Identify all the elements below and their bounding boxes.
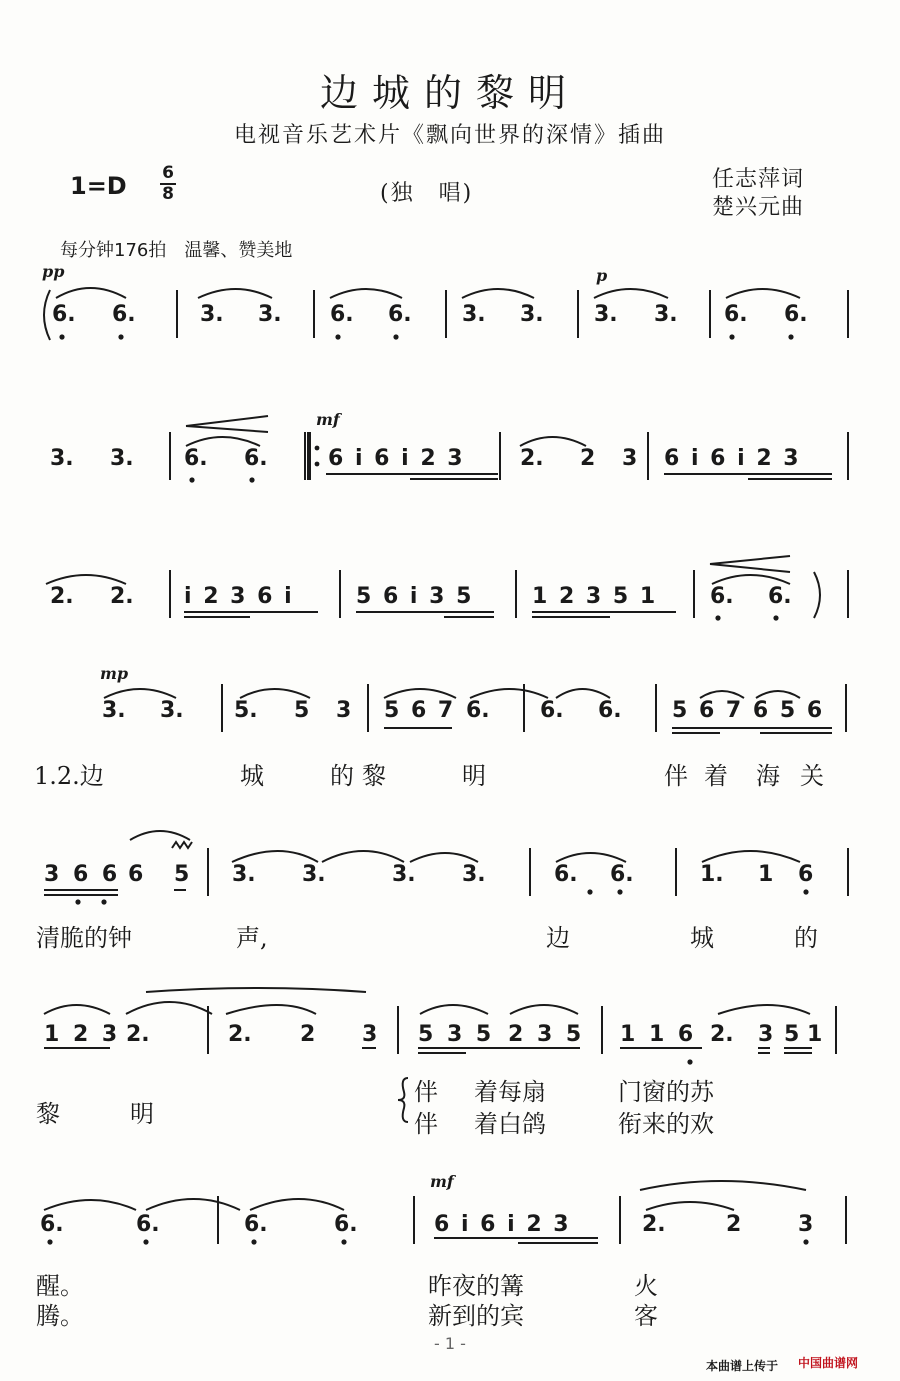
note: 6.: [598, 698, 622, 723]
note: 5 1: [784, 1022, 823, 1047]
note: 3: [362, 1022, 378, 1047]
note: 6: [128, 862, 144, 887]
note-group: 5 6 i 3 5: [356, 584, 474, 609]
note: 6.: [554, 862, 578, 887]
lyric: 昨夜的篝: [428, 1272, 524, 1300]
note: 6.: [610, 862, 634, 887]
note: 6: [798, 862, 814, 887]
note: 3: [622, 446, 638, 471]
note: 5.: [234, 698, 258, 723]
note: 3.: [102, 698, 126, 723]
note-group: 5 6 7: [384, 698, 456, 723]
note-group: 6 i 6 i 2 3: [434, 1212, 571, 1237]
note: 2.: [710, 1022, 734, 1047]
lyric: 新到的宾: [428, 1302, 524, 1330]
note-group: 5 3 5: [418, 1022, 495, 1047]
note: 2.: [110, 584, 134, 609]
note: 3.: [462, 302, 486, 327]
lyric: 伴着: [664, 762, 744, 790]
note: 3.: [200, 302, 224, 327]
note: 6.: [184, 446, 208, 471]
note: 6.: [330, 302, 354, 327]
note: 3.: [258, 302, 282, 327]
note: 6.: [724, 302, 748, 327]
lyricist: 任志萍词: [712, 167, 805, 192]
lyric: 清脆的钟: [36, 924, 132, 952]
note: 2.: [228, 1022, 252, 1047]
lyric: 城: [690, 924, 714, 952]
dynamic-p: p: [596, 266, 608, 285]
meter-top: 6: [162, 163, 174, 183]
song-subtitle: 电视音乐艺术片《飘向世界的深情》插曲: [233, 123, 666, 148]
note: 6.: [112, 302, 136, 327]
key-signature: 1=D: [70, 172, 127, 200]
lyric: 着每扇: [474, 1078, 546, 1106]
note-group: 1 1 6: [620, 1022, 697, 1047]
dynamic-mf: mf: [316, 410, 340, 429]
note-group: 3 6 6: [44, 862, 121, 887]
dynamic-mf-2: mf: [430, 1172, 454, 1191]
note: 6.: [244, 1212, 268, 1237]
dynamic-mp: mp: [100, 664, 129, 683]
note: 3.: [160, 698, 184, 723]
lyric: 明: [462, 762, 486, 790]
note: 2: [726, 1212, 742, 1237]
note: 3.: [110, 446, 134, 471]
lyric: 火: [634, 1272, 658, 1300]
note: 3.: [654, 302, 678, 327]
note: 5: [294, 698, 310, 723]
lyric: 衔来的欢: [618, 1110, 714, 1138]
lyric: 客: [634, 1302, 658, 1330]
note: 3: [758, 1022, 774, 1047]
note: 6.: [52, 302, 76, 327]
lyric: 伴: [414, 1110, 438, 1138]
note: 5: [174, 862, 190, 887]
note-group: 6 i 6 i 2 3: [664, 446, 801, 471]
note: 6.: [334, 1212, 358, 1237]
page-number: - 1 -: [434, 1334, 466, 1353]
note: 6.: [710, 584, 734, 609]
note-group: 2 3 5: [508, 1022, 585, 1047]
lyric: 声,: [236, 924, 268, 952]
note: 6.: [784, 302, 808, 327]
lyric: 黎: [36, 1100, 60, 1128]
note: 2.: [126, 1022, 150, 1047]
lyric: 海关: [756, 762, 844, 790]
lyric: 城: [240, 762, 264, 790]
source-note: 本曲谱上传于: [706, 1359, 779, 1373]
note: 3.: [50, 446, 74, 471]
note-group: 5 6 7 6 5 6: [672, 698, 825, 723]
note-group: 1 2 3: [44, 1022, 121, 1047]
note: 2: [580, 446, 596, 471]
lyric: 着白鸽: [474, 1110, 546, 1138]
note: 3.: [520, 302, 544, 327]
note: 3.: [594, 302, 618, 327]
lyric: 的: [794, 924, 818, 952]
note: 2.: [50, 584, 74, 609]
note-group: 1 2 3 5 1: [532, 584, 658, 609]
note: 3.: [462, 862, 486, 887]
note: 2: [300, 1022, 316, 1047]
note: 6.: [388, 302, 412, 327]
note: 1: [758, 862, 774, 887]
note: 6.: [466, 698, 490, 723]
note: 3.: [392, 862, 416, 887]
site-logo: 中国曲谱网: [798, 1356, 859, 1370]
lyric: 伴: [414, 1078, 438, 1106]
composer: 楚兴元曲: [712, 195, 805, 220]
dynamic-pp: pp: [42, 262, 65, 281]
note: 6.: [136, 1212, 160, 1237]
lyric: 醒。: [36, 1272, 84, 1300]
note: 3.: [302, 862, 326, 887]
note-group: i 2 3 6 i: [184, 584, 294, 609]
meter-bottom: 8: [162, 184, 174, 204]
lyric: 边: [546, 924, 570, 952]
note-group: 6 i 6 i 2 3: [328, 446, 465, 471]
note: 6.: [540, 698, 564, 723]
tempo-marking: 每分钟176拍 温馨、赞美地: [60, 240, 293, 261]
note: 2.: [520, 446, 544, 471]
lyric: 明: [130, 1100, 154, 1128]
note: 6.: [244, 446, 268, 471]
note: 3: [798, 1212, 814, 1237]
note: 2.: [642, 1212, 666, 1237]
lyric: 门窗的苏: [618, 1078, 714, 1106]
lyric: 腾。: [36, 1302, 84, 1330]
note: 6.: [768, 584, 792, 609]
note: 3.: [232, 862, 256, 887]
song-title: 边城的黎明: [319, 71, 580, 115]
note: 1.: [700, 862, 724, 887]
performance-type: (独 唱): [380, 181, 474, 206]
note: 3: [336, 698, 352, 723]
note: 6.: [40, 1212, 64, 1237]
lyric: 1.2.边: [34, 762, 104, 790]
lyric: 的黎: [330, 762, 394, 790]
